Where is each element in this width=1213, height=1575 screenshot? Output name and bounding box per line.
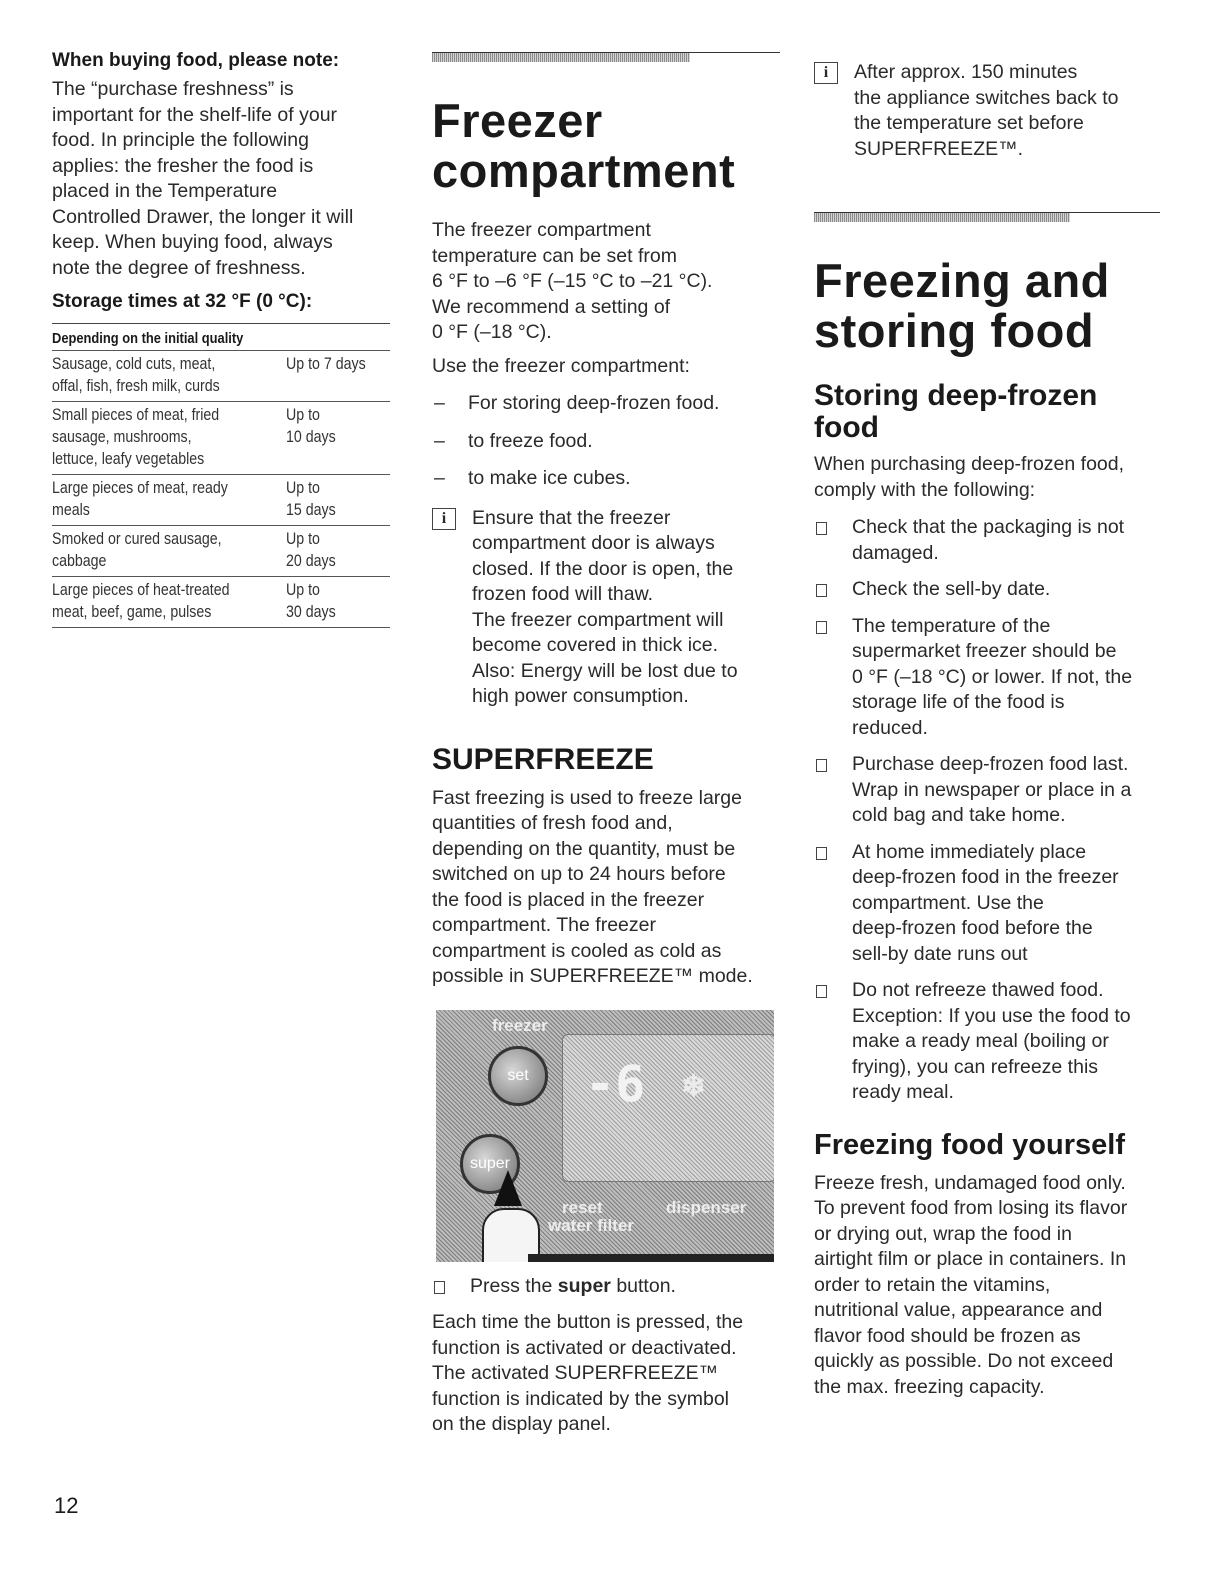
reset-label: reset xyxy=(562,1197,603,1217)
table-row xyxy=(52,475,390,526)
freezing-yourself-text xyxy=(814,1171,1162,1401)
paragraph-line: compartment. The freezer xyxy=(432,914,656,936)
list-item-line: deep-frozen food before the xyxy=(852,917,1093,939)
list-item-text: to freeze food. xyxy=(468,429,593,452)
checkbox-bullet-icon xyxy=(816,759,827,772)
title-line: Freezer xyxy=(432,94,603,147)
paragraph-line: the max. freezing capacity. xyxy=(814,1375,1045,1398)
freezer-intro xyxy=(432,218,780,346)
list-item-line: Do not refreeze thawed food. xyxy=(852,979,1104,1001)
paragraph-line: nutritional value, appearance and xyxy=(814,1299,1103,1321)
title-line: compartment xyxy=(432,144,736,197)
title-line: Storing deep-frozen xyxy=(814,379,1098,412)
press-instruction xyxy=(432,1274,780,1300)
note-line: high power consumption. xyxy=(472,685,689,707)
paragraph-line: Controlled Drawer, the longer it will xyxy=(52,205,354,228)
column-3 xyxy=(814,0,1162,1400)
list-item-line: make a ready meal (boiling or xyxy=(852,1030,1109,1052)
snowflake-icon: ❄ xyxy=(681,1069,707,1103)
dash-bullet: – xyxy=(434,467,445,489)
time-cell: Up to xyxy=(286,581,320,599)
food-cell: Smoked or cured sausage, xyxy=(52,530,222,548)
list-item xyxy=(432,391,780,417)
paragraph-line: order to retain the vitamins, xyxy=(814,1273,1051,1296)
note-line: frozen food will thaw. xyxy=(472,583,654,605)
food-cell: lettuce, leafy vegetables xyxy=(52,450,205,468)
super-button: super xyxy=(460,1134,520,1194)
note-line: the appliance switches back to xyxy=(854,86,1119,109)
list-item-line: Check the sell-by date. xyxy=(852,578,1051,600)
table-row xyxy=(52,402,390,475)
display-screen xyxy=(562,1034,774,1182)
paragraph-line: switched on up to 24 hours before xyxy=(432,863,726,885)
paragraph-line: The freezer compartment xyxy=(432,219,651,241)
paragraph-line: Freeze fresh, undamaged food only. xyxy=(814,1171,1126,1194)
note-line: closed. If the door is open, the xyxy=(472,557,734,580)
list-item xyxy=(432,429,780,455)
food-cell: sausage, mushrooms, xyxy=(52,428,192,446)
freezer-label: freezer xyxy=(492,1015,548,1035)
column-1 xyxy=(52,0,390,628)
use-list xyxy=(432,391,780,492)
paragraph-line: compartment is cooled as cold as xyxy=(432,939,722,962)
water-filter-label: water filter xyxy=(548,1215,634,1235)
checkbox-bullet-icon xyxy=(434,1281,445,1294)
paragraph-line: We recommend a setting of xyxy=(432,295,671,318)
food-cell: Sausage, cold cuts, meat, xyxy=(52,355,216,373)
superfreeze-timeout-note xyxy=(814,60,1162,162)
paragraph-line: Each time the button is pressed, the xyxy=(432,1311,744,1333)
storage-table xyxy=(52,330,390,628)
table-row xyxy=(52,526,390,577)
food-cell: meals xyxy=(52,501,90,519)
paragraph-line: on the display panel. xyxy=(432,1413,611,1435)
list-item xyxy=(432,1274,780,1300)
superfreeze-toggle-text xyxy=(432,1310,780,1438)
list-item-line: ready meal. xyxy=(852,1081,954,1103)
table-row xyxy=(52,351,390,402)
list-item-line: frying), you can refreeze this xyxy=(852,1055,1099,1078)
checkbox-bullet-icon xyxy=(816,522,827,535)
paragraph-line: To prevent food from losing its flavor xyxy=(814,1197,1128,1219)
list-item-line: damaged. xyxy=(852,541,939,564)
paragraph-line: quantities of fresh food and, xyxy=(432,812,673,834)
time-cell: Up to xyxy=(286,479,320,497)
time-cell: 20 days xyxy=(286,552,336,570)
time-cell: 15 days xyxy=(286,501,336,519)
info-icon: i xyxy=(432,508,456,530)
paragraph-line: airtight film or place in containers. In xyxy=(814,1248,1127,1270)
food-cell: cabbage xyxy=(52,552,107,570)
paragraph-line: Fast freezing is used to freeze large xyxy=(432,786,742,809)
dispenser-label: dispenser xyxy=(666,1197,747,1217)
paragraph-line: or drying out, wrap the food in xyxy=(814,1222,1072,1245)
title-line: Freezing and xyxy=(814,254,1110,307)
table-header: Depending on the initial quality xyxy=(52,330,244,347)
table-top-rule xyxy=(52,323,390,324)
paragraph-line: The “purchase freshness” is xyxy=(52,78,294,100)
temperature-readout: -6 xyxy=(585,1054,646,1113)
list-item-line: reduced. xyxy=(852,716,928,739)
list-item-line: At home immediately place xyxy=(852,840,1087,863)
title-line: food xyxy=(814,411,879,444)
time-cell: Up to xyxy=(286,406,320,424)
list-item-line: Check that the packaging is not xyxy=(852,516,1125,538)
paragraph-line: quickly as possible. Do not exceed xyxy=(814,1350,1114,1372)
list-item-line: supermarket freezer should be xyxy=(852,640,1117,662)
note-line: compartment door is always xyxy=(472,532,715,554)
paragraph-line: 0 °F (–18 °C). xyxy=(432,321,552,343)
buying-food-paragraph xyxy=(52,77,390,281)
note-line: After approx. 150 minutes xyxy=(854,61,1078,83)
paragraph-line: comply with the following: xyxy=(814,478,1036,501)
list-item-text: to make ice cubes. xyxy=(468,467,631,489)
checkbox-bullet-icon xyxy=(816,621,827,634)
press-prefix: Press the xyxy=(470,1274,558,1297)
superfreeze-text xyxy=(432,786,780,990)
purchase-checklist xyxy=(814,515,1162,1106)
paragraph-line: possible in SUPERFREEZE™ mode. xyxy=(432,965,753,987)
column-2 xyxy=(432,0,780,1438)
list-item xyxy=(814,614,1162,742)
paragraph-line: depending on the quantity, must be xyxy=(432,837,736,860)
note-line: Also: Energy will be lost due to xyxy=(472,659,738,682)
control-panel-image xyxy=(436,1010,774,1262)
info-icon: i xyxy=(814,62,838,84)
food-cell: Large pieces of meat, ready xyxy=(52,479,228,497)
list-item-line: storage life of the food is xyxy=(852,691,1065,713)
paragraph-line: 6 °F to –6 °F (–15 °C to –21 °C). xyxy=(432,270,713,292)
paragraph-line: the food is placed in the freezer xyxy=(432,888,705,911)
checkbox-bullet-icon xyxy=(816,985,827,998)
panel-strip xyxy=(528,1254,774,1262)
use-intro: Use the freezer compartment: xyxy=(432,354,690,377)
list-item-line: Wrap in newspaper or place in a xyxy=(852,778,1132,801)
list-item xyxy=(814,840,1162,968)
list-item-line: Exception: If you use the food to xyxy=(852,1004,1131,1027)
press-suffix: button. xyxy=(610,1274,676,1297)
section-divider xyxy=(432,52,780,72)
list-item-line: 0 °F (–18 °C) or lower. If not, the xyxy=(852,665,1133,688)
paragraph-line: keep. When buying food, always xyxy=(52,231,333,253)
list-item xyxy=(814,752,1162,829)
list-item-line: The temperature of the xyxy=(852,614,1051,637)
list-item-line: sell-by date runs out xyxy=(852,942,1028,965)
title-line: storing food xyxy=(814,304,1095,357)
note-line: become covered in thick ice. xyxy=(472,634,719,656)
time-cell: 10 days xyxy=(286,428,336,446)
note-line: SUPERFREEZE™. xyxy=(854,137,1024,160)
freezer-door-note xyxy=(432,506,780,710)
time-cell: 30 days xyxy=(286,603,336,621)
arrow-up-icon xyxy=(494,1170,522,1206)
buying-food-heading: When buying food, please note: xyxy=(52,50,340,71)
list-item xyxy=(814,577,1162,603)
set-button: set xyxy=(488,1046,548,1106)
paragraph-line: flavor food should be frozen as xyxy=(814,1324,1081,1347)
food-cell: meat, beef, game, pulses xyxy=(52,603,212,621)
list-item xyxy=(814,978,1162,1106)
storing-deep-frozen-title xyxy=(814,380,1162,444)
list-item-text: For storing deep-frozen food. xyxy=(468,392,720,414)
super-keyword: super xyxy=(557,1274,611,1297)
note-line: Ensure that the freezer xyxy=(472,506,671,529)
freezer-compartment-title xyxy=(432,96,780,196)
paragraph-line: note the degree of freshness. xyxy=(52,256,306,279)
superfreeze-title: SUPERFREEZE xyxy=(432,742,654,776)
list-item-line: compartment. Use the xyxy=(852,891,1044,914)
paragraph-line: important for the shelf-life of your xyxy=(52,103,338,126)
food-cell: Small pieces of meat, fried xyxy=(52,406,220,424)
list-item xyxy=(814,515,1162,566)
paragraph-line: function is activated or deactivated. xyxy=(432,1336,737,1359)
note-line: The freezer compartment will xyxy=(472,608,724,631)
time-cell: Up to xyxy=(286,530,320,548)
storage-times-heading: Storage times at 32 °F (0 °C): xyxy=(52,291,313,312)
storing-intro xyxy=(814,452,1162,503)
list-item-line: deep-frozen food in the freezer xyxy=(852,866,1119,888)
dash-bullet: – xyxy=(434,392,445,414)
checkbox-bullet-icon xyxy=(816,847,827,860)
paragraph-line: function is indicated by the symbol xyxy=(432,1387,729,1410)
freezing-storing-title xyxy=(814,256,1162,356)
paragraph-line: The activated SUPERFREEZE™ xyxy=(432,1362,719,1384)
paragraph-line: applies: the fresher the food is xyxy=(52,154,314,177)
food-cell: Large pieces of heat-treated xyxy=(52,581,230,599)
paragraph-line: When purchasing deep-frozen food, xyxy=(814,453,1125,475)
list-item-line: Purchase deep-frozen food last. xyxy=(852,753,1129,775)
note-line: the temperature set before xyxy=(854,112,1084,134)
checkbox-bullet-icon xyxy=(816,584,827,597)
time-cell: Up to 7 days xyxy=(286,355,366,373)
list-item xyxy=(432,466,780,492)
freezing-yourself-title: Freezing food yourself xyxy=(814,1128,1125,1161)
paragraph-line: food. In principle the following xyxy=(52,129,309,151)
paragraph-line: placed in the Temperature xyxy=(52,180,278,202)
list-item-line: cold bag and take home. xyxy=(852,804,1066,826)
section-divider xyxy=(814,212,1162,232)
table-row xyxy=(52,577,390,628)
dash-bullet: – xyxy=(434,429,445,452)
paragraph-line: temperature can be set from xyxy=(432,244,677,267)
page-number: 12 xyxy=(54,1493,79,1518)
food-cell: offal, fish, fresh milk, curds xyxy=(52,377,220,395)
